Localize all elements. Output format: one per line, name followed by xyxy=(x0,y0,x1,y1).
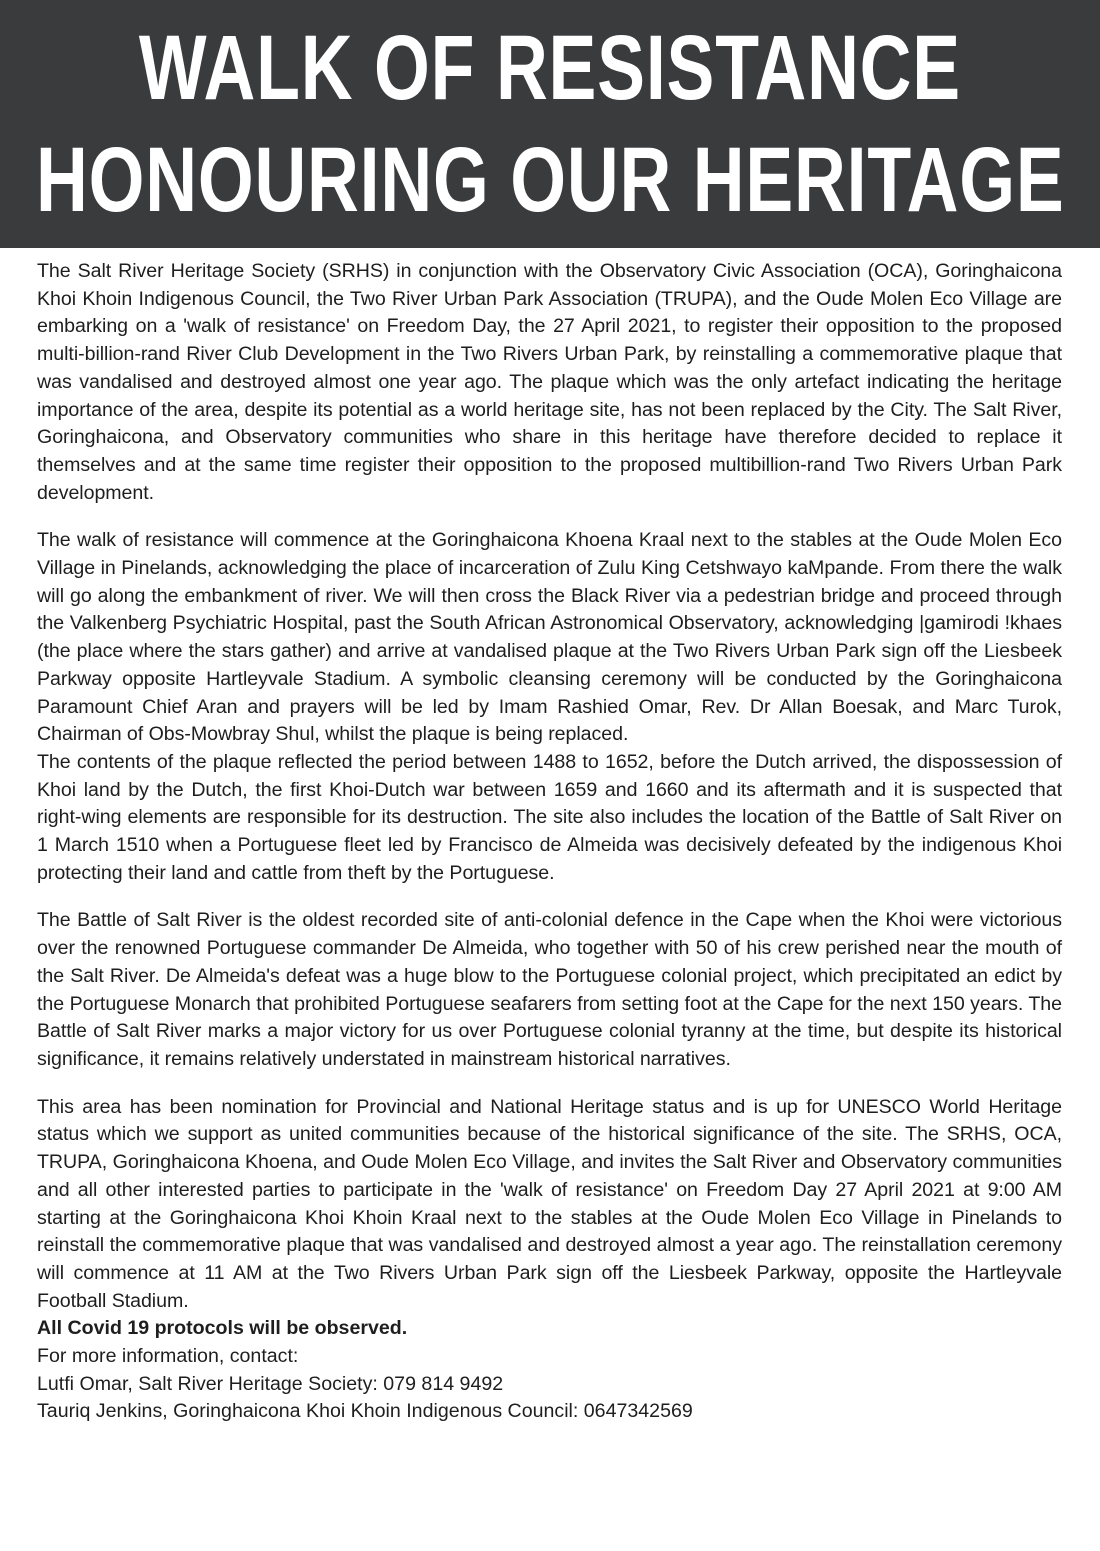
paragraph-battle: The Battle of Salt River is the oldest recorded site of anti-colonial defence in the Cape when the Khoi were victorious over the renowned Portuguese commander De Almeida, who together with 50 of his crew perished near the mouth of the Salt River. De Almeida's defeat was a huge blow to the Portuguese colonial project, which precipitated an edict by the Portuguese Monarch that prohibited Portuguese seafarers from setting foot at the Cape for the next 150 years. The Battle of Salt River marks a major victory for us over Portuguese colonial tyranny at the time, but despite its historical significance, it remains relatively understated in mainstream historical narratives. xyxy=(37,909,1062,1070)
contact-heading: For more information, contact: xyxy=(37,1345,299,1368)
article-body xyxy=(0,248,1100,1426)
title-banner xyxy=(0,0,1100,248)
title-line-2: HONOURING OUR HERITAGE xyxy=(35,129,1065,231)
paragraph-invitation: This area has been nomination for Provincial and National Heritage status and is up for UNESCO World Heritage status which we support as united communities because of the historical significance of the site. The SRHS, OCA, TRUPA, Goringhaicona Khoena, and Oude Molen Eco Village, and invites the Salt River and Observatory communities and all other interested parties to participate in the 'walk of resistance' on Freedom Day 27 April 2021 at 9:00 AM starting at the Goringhaicona Khoi Khoin Kraal next to the stables at the Oude Molen Eco Village in Pinelands to reinstall the commemorative plaque that was vandalised and destroyed almost a year ago. The reinstallation ceremony will commence at 11 AM at the Two Rivers Urban Park sign off the Liesbeek Parkway, opposite the Hartleyvale Football Stadium. xyxy=(37,1095,1062,1312)
contact-tauriq-jenkins: Tauriq Jenkins, Goringhaicona Khoi Khoin Indigenous Council: 0647342569 xyxy=(37,1400,693,1423)
paragraph-plaque-contents: The contents of the plaque reflected the period between 1488 to 1652, before the Dutch arrived, the dispossession of Khoi land by the Dutch, the first Khoi-Dutch war between 1659 and 1660 and its aftermath and it is suspected that right-wing elements are responsible for its destruction. The site also includes the location of the Battle of Salt River on 1 March 1510 when a Portuguese fleet led by Francisco de Almeida was decisively defeated by the indigenous Khoi protecting their land and cattle from theft by the Portuguese. xyxy=(37,750,1062,884)
contact-lutfi-omar: Lutfi Omar, Salt River Heritage Society: 079 814 9492 xyxy=(37,1372,504,1395)
paragraph-route: The walk of resistance will commence at the Goringhaicona Khoena Kraal next to the stables at the Oude Molen Eco Village in Pinelands, acknowledging the place of incarceration of Zulu King Cetshwayo kaMpande. From there the walk will go along the embankment of river. We will then cross the Black River via a pedestrian bridge and proceed through the Valkenberg Psychiatric Hospital, past the South African Astronomical Observatory, acknowledging |gamirodi !khaes (the place where the stars gather) and arrive at vandalised plaque at the Two Rivers Urban Park sign off the Liesbeek Parkway opposite Hartleyvale Stadium. A symbolic cleansing ceremony will be conducted by the Goringhaicona Paramount Chief Aran and prayers will be led by Imam Rashied Omar, Rev. Dr Allan Boesak, and Marc Turok, Chairman of Obs-Mowbray Shul, whilst the plaque is being replaced. xyxy=(37,529,1062,746)
paragraph-intro: The Salt River Heritage Society (SRHS) in conjunction with the Observatory Civic Association (OCA), Goringhaicona Khoi Khoin Indigenous Council, the Two River Urban Park Association (TRUPA), and the Oude Molen Eco Village are embarking on a 'walk of resistance' on Freedom Day, the 27 April 2021, to register their opposition to the proposed multi-billion-rand River Club Development in the Two Rivers Urban Park, by reinstalling a commemorative plaque that was vandalised and destroyed almost one year ago. The plaque which was the only artefact indicating the heritage importance of the area, despite its potential as a world heritage site, has not been replaced by the City. The Salt River, Goringhaicona, and Observatory communities who share in this heritage have therefore decided to replace it themselves and at the same time register their opposition to the proposed multibillion-rand Two Rivers Urban Park development. xyxy=(37,260,1062,504)
covid-notice: All Covid 19 protocols will be observed. xyxy=(37,1317,408,1340)
title-line-1: WALK OF RESISTANCE xyxy=(138,17,961,119)
